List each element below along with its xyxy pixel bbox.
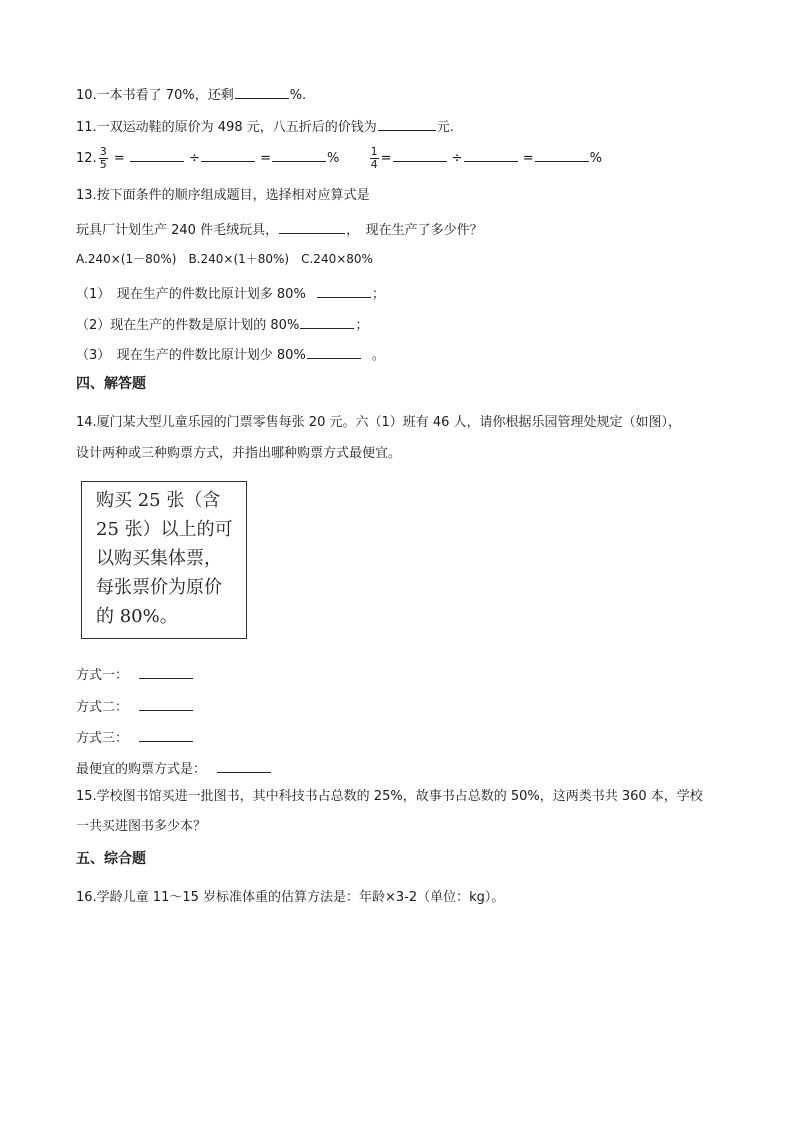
answer-blank[interactable]: [139, 727, 193, 742]
answer-blank[interactable]: [279, 219, 345, 234]
question-14-line-1: 14.厦门某大型儿童乐园的门票零售每张 20 元。六（1）班有 46 人，请你根据乐园管理处规定（如图），: [76, 415, 682, 430]
answer-blank[interactable]: [464, 147, 518, 162]
condition-end: ；: [371, 287, 385, 302]
percent-sign: %: [326, 151, 340, 166]
question-14-line-2: 设计两种或三种购票方式，并指出哪种购票方式最便宜。: [76, 446, 402, 461]
condition-end: ；: [355, 318, 369, 333]
answer-blank[interactable]: [139, 664, 193, 679]
question-11-text: 11.一双运动鞋的原价为 498 元，八五折后的价钱为: [76, 120, 377, 135]
question-12-label: 12.: [76, 151, 97, 166]
fraction-numerator: 3: [99, 145, 107, 158]
notice-line: 的 80%。: [96, 606, 178, 627]
answer-blank[interactable]: [217, 758, 271, 773]
question-11: [76, 116, 454, 137]
method-label: 方式二：: [76, 700, 129, 715]
notice-line: 每张票价为原价: [96, 577, 222, 598]
cheapest-label: 最便宜的购票方式是：: [76, 762, 207, 777]
question-13-condition-1: [76, 283, 385, 304]
answer-blank[interactable]: [201, 147, 255, 162]
notice-line: 25 张）以上的可: [96, 519, 233, 540]
question-15-line-1: 15.学校图书馆买进一批图书，其中科技书占总数的 25%，故事书占总数的 50%，这两类书共 360 本，学校: [76, 789, 703, 804]
cheapest-method: [76, 758, 272, 779]
question-15-line-2: 一共买进图书多少本？: [76, 819, 207, 834]
divide-sign: ÷: [451, 151, 463, 166]
answer-blank[interactable]: [378, 116, 436, 131]
question-10-unit: %.: [289, 88, 307, 103]
percent-sign: %: [589, 151, 602, 166]
answer-blank[interactable]: [235, 84, 289, 99]
answer-blank[interactable]: [272, 147, 326, 162]
question-13-condition-3: [76, 344, 385, 365]
equals-sign: =: [380, 151, 392, 166]
method-2: [76, 696, 194, 717]
condition-text: （2）现在生产的件数是原计划的 80%: [76, 318, 300, 333]
fraction-one-quarter: [370, 146, 379, 171]
condition-end: 。: [371, 348, 385, 363]
answer-blank[interactable]: [300, 314, 354, 329]
ticket-rule-notice: [81, 481, 247, 639]
method-label: 方式一：: [76, 668, 129, 683]
equals-sign: =: [113, 151, 125, 166]
answer-blank[interactable]: [393, 147, 447, 162]
question-12: [76, 146, 602, 172]
condition-text: （3） 现在生产的件数比原计划少 80%: [76, 348, 306, 363]
question-13-title: 13.按下面条件的顺序组成题目，选择相对应算式是: [76, 188, 370, 203]
notice-line: 以购买集体票，: [96, 548, 222, 569]
question-13-stem: [76, 219, 483, 240]
fraction-numerator: 1: [370, 145, 378, 158]
condition-text: （1） 现在生产的件数比原计划多 80%: [76, 287, 306, 302]
question-11-unit: 元.: [436, 120, 454, 135]
answer-blank[interactable]: [535, 147, 589, 162]
method-3: [76, 727, 194, 748]
section-heading-5: 五、综合题: [76, 851, 146, 867]
question-10-text: 10.一本书看了 70%，还剩: [76, 88, 234, 103]
answer-blank[interactable]: [130, 147, 184, 162]
question-13-options: A.240×(1－80%) B.240×(1＋80%) C.240×80%: [76, 252, 373, 266]
notice-line: 购买 25 张（含: [96, 490, 221, 511]
method-label: 方式三：: [76, 731, 129, 746]
answer-blank[interactable]: [307, 344, 361, 359]
equals-sign: =: [260, 151, 271, 166]
fraction-denominator: 5: [99, 158, 107, 171]
fraction-denominator: 4: [370, 158, 378, 171]
answer-blank[interactable]: [317, 283, 371, 298]
question-10: [76, 84, 306, 105]
question-13-stem-end: ， 现在生产了多少件？: [346, 223, 483, 238]
divide-sign: ÷: [189, 151, 200, 166]
method-1: [76, 664, 194, 685]
answer-blank[interactable]: [139, 696, 193, 711]
equals-sign: =: [522, 151, 534, 166]
section-heading-4: 四、解答题: [76, 376, 146, 392]
question-13-stem-text: 玩具厂计划生产 240 件毛绒玩具，: [76, 223, 279, 238]
question-13-condition-2: [76, 314, 368, 335]
fraction-three-fifths: [99, 146, 108, 171]
question-16: 16.学龄儿童 11～15 岁标准体重的估算方法是：年龄×3-2（单位：kg）。: [76, 890, 505, 905]
